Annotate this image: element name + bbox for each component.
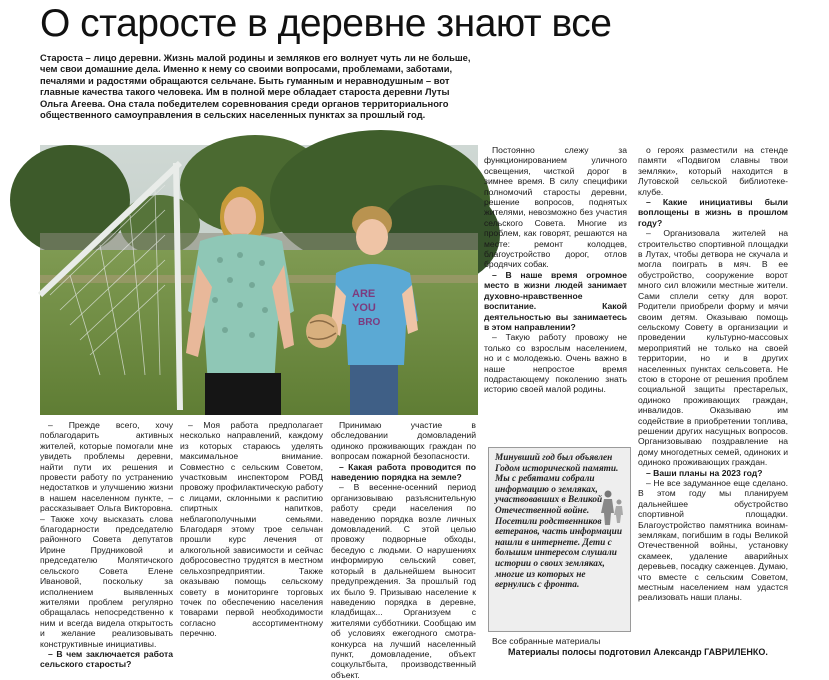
question-paragraph: – Какая работа проводится по наведению порядка на земле? xyxy=(331,461,476,483)
svg-text:YOU: YOU xyxy=(352,302,376,314)
svg-text:ARE: ARE xyxy=(352,288,376,300)
answer-paragraph: Принимаю участие в обследовании домовладений одиноко проживающих граждан по вопросам пожарной безопасности. xyxy=(331,420,476,462)
answer-paragraph: Постоянно слежу за функционированием уличного освещения, чисткой дорог в зимнее время. В силу специфики полномочий старосты деревни, решение вопросов, поднятых жителями, невозможно без участия сельского Совета. Многие из проблем, как говорят, решаются на месте: ремонт колодцев, благоустройство дорог, отлов бродячих собак. xyxy=(484,145,627,270)
veteran-figure-icon xyxy=(596,488,626,528)
answer-paragraph: – Организовала жителей на строительство спортивной площадки в Лутах, чтобы детвора не скучала и могла поиграть в мяч. В ее обустройство, сооружение ворот много сил вложили местные жители. Сами сплели сетку для ворот. Родители приобрели форму и мячи своим детям. Оказываю помощь сельскому Совету в организации и проведении культурно-массовых мероприятий не только на своей территории, но и в других населенных пунктах сельсовета. Не стою в стороне от решения проблем социальной защиты престарелых, одиноко проживающих граждан, инвалидов. Оказываю им содействие в приобретении топлива, решении других насущных вопросов. Организовываю поздравление на дому многодетных семей, одиноких и одиноко проживающих граждан. xyxy=(638,228,788,468)
author-credit: Материалы полосы подготовил Александр ГАВРИЛЕНКО. xyxy=(508,647,768,657)
answer-paragraph: – Моя работа предполагает несколько направлений, каждому из которых стараюсь уделять максимальное внимание. Совместно с сельским Советом, участковым инспектором РОВД провожу профилактическую работу с лицами, склонными к распитию спиртных напитков, неблагополучными семьями. Благодаря этому трое сельчан прошли курс лечения от алкогольной зависимости и сейчас добросовестно трудятся в местном сельхозпредприятии. Также оказываю помощь сельскому совету в мониторинге торговых точек по обеспечению населения товарами первой необходимости согласно ассортиментному перечню. xyxy=(180,420,323,639)
answer-paragraph: о героях разместили на стенде памяти «Подвигом славны твои земляки», который находится в Лутовской сельской библиотеке-клубе. xyxy=(638,145,788,197)
article-column-5 xyxy=(638,145,788,643)
question-paragraph: – В чем заключается работа сельского старосты? xyxy=(40,648,173,670)
article-column-3 xyxy=(331,420,476,680)
question-paragraph: – В наше время огромное место в жизни людей занимает духовно-нравственное воспитание. Какой деятельностью вы занимаетесь в этом направлении? xyxy=(484,269,627,332)
article-photo xyxy=(40,145,478,415)
answer-paragraph: – В весенне-осенний период организовываю разъяснительную работу среди населения по наведению порядка возле личных домовладений. С этой целью провожу подворные обходы, беседую с людьми. О нарушениях информирую сельский совет, который в дальнейшем выносит предупреждения. За прошлый год их было 9. Призываю население к наведению порядка в деревне, кладбищах... Организуем с жителями субботники. Сообщаю им об условиях ежегодного смотра-конкурса на лучший населенный пункт, домовладение, объект соцкультбыта, производственный объект. xyxy=(331,482,476,680)
answer-paragraph: – Прежде всего, хочу поблагодарить активных жителей, которые помогали мне увидеть проблемы деревни, найти пути их решения и провести работу по устранению недостатков и улучшению жизни в нашем населенном пункте, – рассказывает Ольга Викторовна. – Также хочу высказать слова благодарности председателю районного Совета депутатов Ирине Прудниковой и председателю Молятичского сельского Совета Елене Ивановой, поскольку за исполнением выявленных жителями проблем регулярно обращалась непосредственно к ним и всегда видела открытость и желание реализовывать конструктивные инициативы. xyxy=(40,420,173,649)
answer-paragraph: – Такую работу провожу не только со взрослым населением, но и с молодежью. Очень важно в наше непростое время подрастающему поколению знать историю своей малой родины. xyxy=(484,332,627,395)
answer-paragraph: – Не все задуманное еще сделано. В этом году мы планируем дальнейшее обустройство спортивной площадки. Благоустройство памятника воинам-землякам, погибшим в годы Великой Отечественной войны, установку скамеек, удаление аварийных деревьев, посадку саженцев. Думаю, что вместе с сельским Советом, местным населением нам удастся реализовать наши планы. xyxy=(638,478,788,603)
callout-box xyxy=(488,447,631,632)
question-paragraph: – Ваши планы на 2023 год? xyxy=(646,467,763,478)
callout-text: Минувший год был объявлен Годом исторической памяти. Мы с ребятами собрали информацию о земляках, участвовавших в Великой Отечественной войне. Посетили родственников ветеранов, часть информации нашли в интернете. Дети с большим интересом слушали истории о своих земляках, многие из которых не вернулись с фронта. xyxy=(495,453,622,591)
article-column-1 xyxy=(40,420,173,670)
article-lead: Староста – лицо деревни. Жизнь малой родины и земляков его волнует чуть ли не больше, чем свои домашние дела. Именно к нему со своими вопросами, проблемами, заботами, печалями и радостями обращаются сельчане. Быть гуманным и неравнодушным – вот главные качества такого человека. Им в полной мере обладает староста деревни Луты Ольга Агеева. Она стала победителем соревнования среди органов территориального общественного самоуправления в сельских населенных пунктах за прошлый год. xyxy=(40,52,471,121)
article-title: О старосте в деревне знают все xyxy=(40,2,612,45)
answer-paragraph: Все собранные материалы xyxy=(492,636,601,646)
article-column-4 xyxy=(484,145,627,450)
article-column-2 xyxy=(180,420,323,655)
svg-text:BRO: BRO xyxy=(358,317,381,328)
question-paragraph: – Какие инициативы были воплощены в жизнь в прошлом году? xyxy=(638,197,788,228)
